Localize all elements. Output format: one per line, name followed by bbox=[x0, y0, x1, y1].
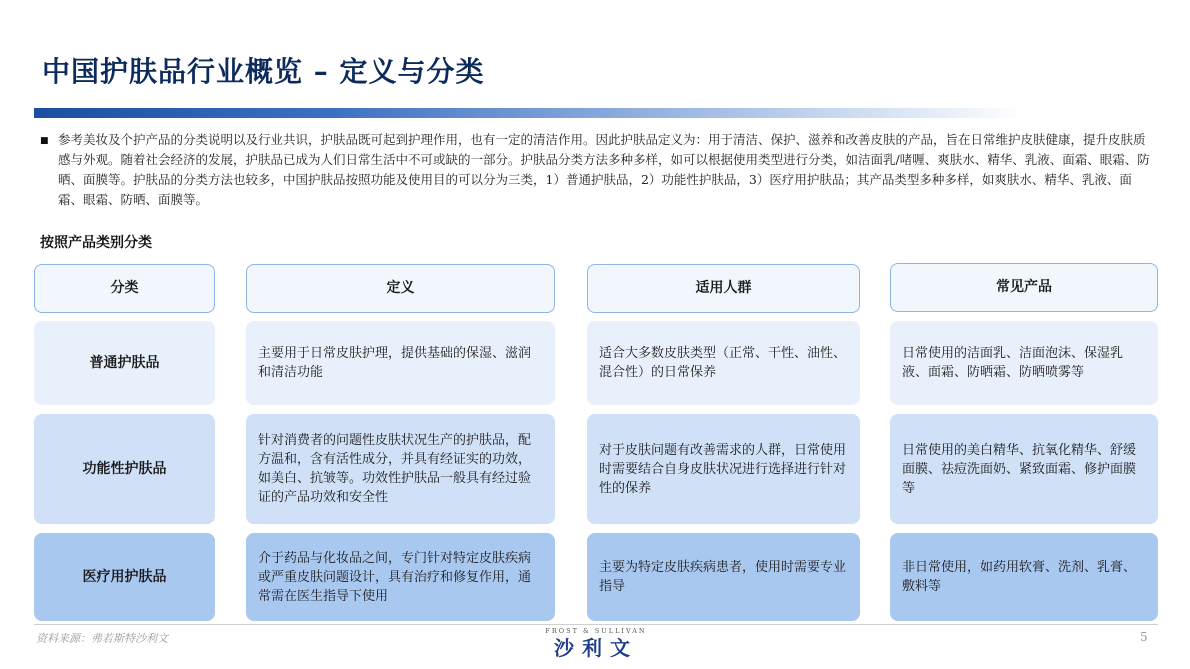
header-audience: 适用人群 bbox=[587, 264, 860, 313]
row-category-functional: 功能性护肤品 bbox=[34, 414, 215, 524]
bullet-square-icon: ■ bbox=[40, 136, 49, 146]
section-title: 按照产品类别分类 bbox=[40, 235, 152, 251]
row-products-general: 日常使用的洁面乳、洁面泡沫、保湿乳液、面霜、防晒霜、防晒喷雾等 bbox=[890, 321, 1158, 405]
row-category-general: 普通护肤品 bbox=[34, 321, 215, 405]
row-audience-medical: 主要为特定皮肤疾病患者，使用时需要专业指导 bbox=[587, 533, 860, 621]
header-definition: 定义 bbox=[246, 264, 555, 313]
row-audience-general: 适合大多数皮肤类型（正常、干性、油性、混合性）的日常保养 bbox=[587, 321, 860, 405]
row-definition-medical: 介于药品与化妆品之间，专门针对特定皮肤疾病或严重皮肤问题设计，具有治疗和修复作用，通常需在医生指导下使用 bbox=[246, 533, 555, 621]
frost-sullivan-logo bbox=[540, 627, 652, 661]
footer-divider bbox=[34, 624, 1158, 625]
logo-chinese-text: 沙利文 bbox=[554, 636, 638, 660]
source-note: 资料来源：弗若斯特沙利文 bbox=[36, 632, 168, 645]
header-products: 常见产品 bbox=[890, 263, 1158, 312]
row-products-functional: 日常使用的美白精华、抗氧化精华、舒缓面膜、祛痘洗面奶、紧致面霜、修护面膜等 bbox=[890, 414, 1158, 524]
logo-english-text: FROST & SULLIVAN bbox=[545, 627, 647, 635]
row-products-medical: 非日常使用，如药用软膏、洗剂、乳膏、敷料等 bbox=[890, 533, 1158, 621]
row-definition-general: 主要用于日常皮肤护理，提供基础的保湿、滋润和清洁功能 bbox=[246, 321, 555, 405]
intro-paragraph bbox=[40, 130, 1150, 210]
page-number: 5 bbox=[1140, 630, 1148, 644]
row-category-medical: 医疗用护肤品 bbox=[34, 533, 215, 621]
page-title: 中国护肤品行业概览 – 定义与分类 bbox=[42, 55, 485, 88]
row-audience-functional: 对于皮肤问题有改善需求的人群，日常使用时需要结合自身皮肤状况进行选择进行针对性的保养 bbox=[587, 414, 860, 524]
intro-text: 参考美妆及个护产品的分类说明以及行业共识，护肤品既可起到护理作用，也有一定的清洁作用。因此护肤品定义为：用于清洁、保护、滋养和改善皮肤的产品，旨在日常维护皮肤健康，提升皮肤质感与外观。随着社会经济的发展，护肤品已成为人们日常生活中不可或缺的一部分。护肤品分类方法多种多样，如可以根据使用类型进行分类，如洁面乳/啫喱、爽肤水、精华、乳液、面霜、眼霜、防晒、面膜等。护肤品的分类方法也较多，中国护肤品按照功能及使用目的可以分为三类，1）普通护肤品，2）功能性护肤品，3）医疗用护肤品；其产品类型多种多样，如爽肤水、精华、乳液、面霜、眼霜、防晒、面膜等。 bbox=[58, 132, 1150, 207]
row-definition-functional: 针对消费者的问题性皮肤状况生产的护肤品，配方温和，含有活性成分，并具有经证实的功效，如美白、抗皱等。功效性护肤品一般具有经过验证的产品功效和安全性 bbox=[246, 414, 555, 524]
header-category: 分类 bbox=[34, 264, 215, 313]
title-underline-bar bbox=[34, 108, 1024, 118]
